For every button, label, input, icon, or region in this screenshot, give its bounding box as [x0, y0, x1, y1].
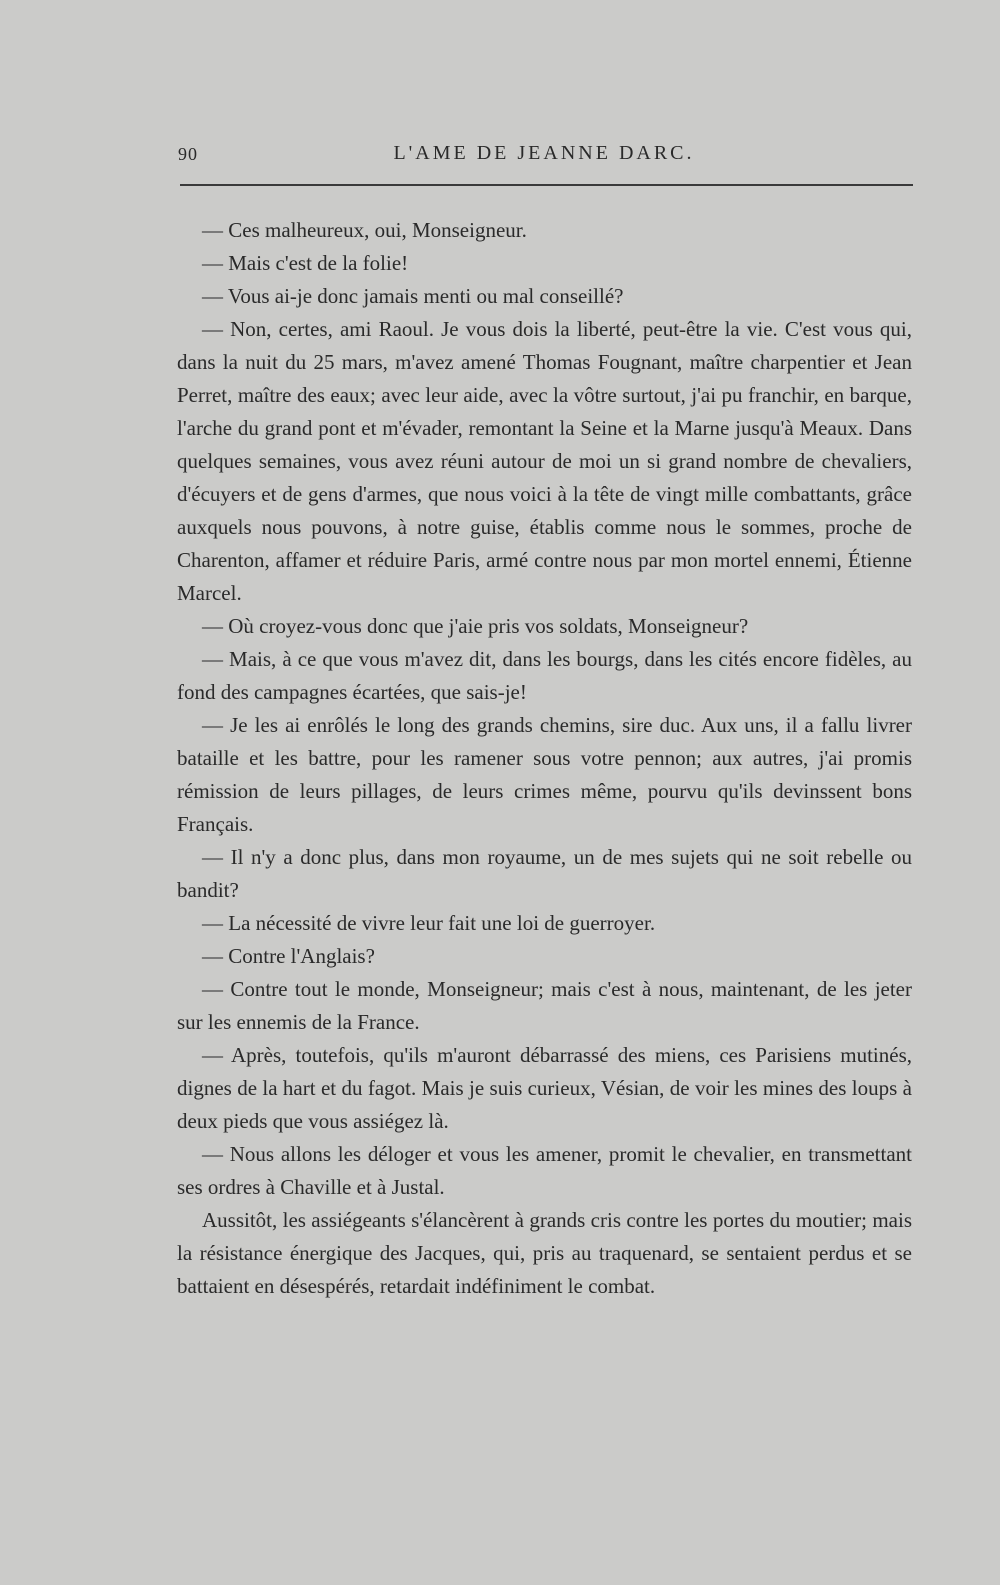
page-header	[176, 138, 912, 178]
paragraph: — Après, toutefois, qu'ils m'auront débarrassé des miens, ces Parisiens mutinés, dignes de la hart et du fagot. Mais je suis curieux, Vésian, de voir les mines des loups à deux pieds que vous assiégez là.	[177, 1043, 912, 1133]
body-text	[177, 214, 912, 1303]
paragraph: — Mais, à ce que vous m'avez dit, dans les bourgs, dans les cités encore fidèles, au fond des campagnes écartées, que sais-je!	[177, 647, 912, 704]
paragraph: Aussitôt, les assiégeants s'élancèrent à grands cris contre les portes du moutier; mais la résistance énergique des Jacques, qui, pris au traquenard, se sentaient perdus et se battaient en désespérés, retardait indéfiniment le combat.	[177, 1208, 912, 1298]
paragraph: — Contre l'Anglais?	[202, 944, 375, 968]
paragraph: — Nous allons les déloger et vous les amener, promit le chevalier, en transmettant ses ordres à Chaville et à Justal.	[177, 1142, 912, 1199]
paragraph: — Je les ai enrôlés le long des grands chemins, sire duc. Aux uns, il a fallu livrer bataille et les battre, pour les ramener sous votre pennon; aux autres, j'ai promis rémission de leurs pillages, de leurs crimes même, pourvu qu'ils devinssent bons Français.	[177, 713, 912, 836]
paragraph: — Ces malheureux, oui, Monseigneur.	[202, 218, 527, 242]
header-rule	[180, 184, 913, 186]
paragraph: — Vous ai-je donc jamais menti ou mal conseillé?	[202, 284, 624, 308]
paragraph: — Il n'y a donc plus, dans mon royaume, un de mes sujets qui ne soit rebelle ou bandit?	[177, 845, 912, 902]
page-number: 90	[178, 144, 198, 164]
paragraph: — Où croyez-vous donc que j'aie pris vos soldats, Monseigneur?	[202, 614, 749, 638]
paragraph: — Contre tout le monde, Monseigneur; mais c'est à nous, maintenant, de les jeter sur les ennemis de la France.	[177, 977, 912, 1034]
running-title: L'AME DE JEANNE DARC.	[393, 142, 695, 164]
paragraph: — Mais c'est de la folie!	[202, 251, 409, 275]
paragraph: — Non, certes, ami Raoul. Je vous dois la liberté, peut-être la vie. C'est vous qui, dans la nuit du 25 mars, m'avez amené Thomas Fougnant, maître charpentier et Jean Perret, maître des eaux; avec leur aide, avec la vôtre surtout, j'ai pu franchir, en barque, l'arche du grand pont et m'évader, remontant la Seine et la Marne jusqu'à Meaux. Dans quelques semaines, vous avez réuni autour de moi un si grand nombre de chevaliers, d'écuyers et de gens d'armes, que nous voici à la tête de vingt mille combattants, grâce auxquels nous pouvons, à notre guise, établis comme nous le sommes, proche de Charenton, affamer et réduire Paris, armé contre nous par mon mortel ennemi, Étienne Marcel.	[177, 317, 912, 605]
paragraph: — La nécessité de vivre leur fait une loi de guerroyer.	[202, 911, 656, 935]
